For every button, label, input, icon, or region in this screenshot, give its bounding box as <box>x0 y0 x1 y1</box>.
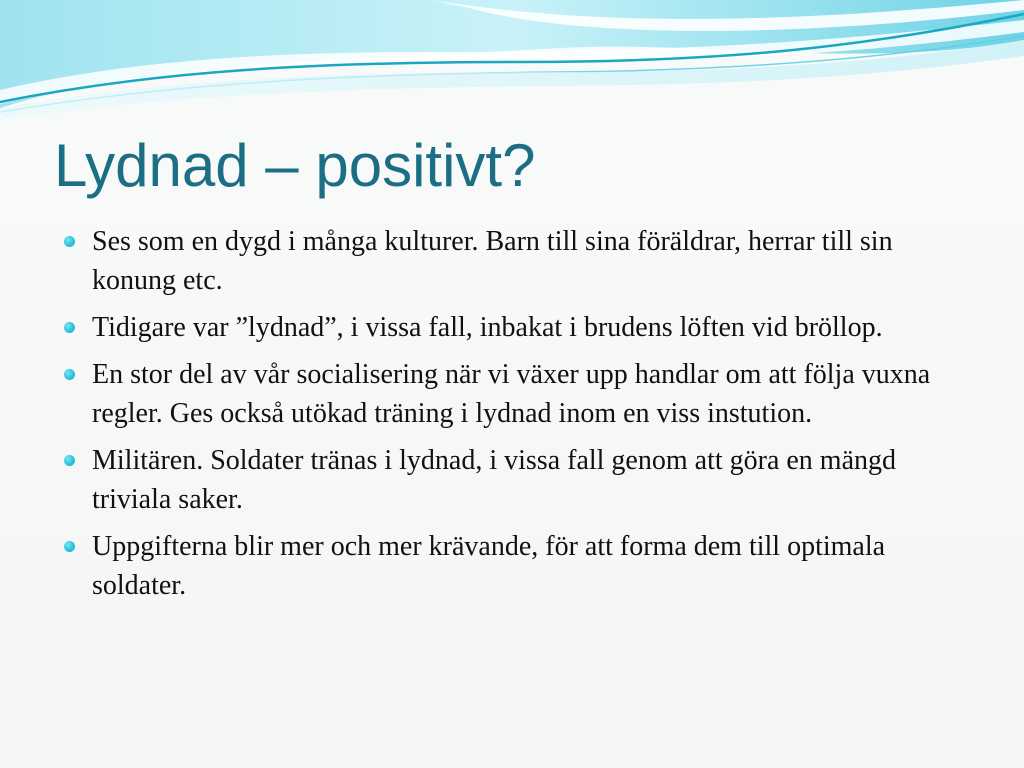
bullet-text: En stor del av vår socialisering när vi växer upp handlar om att följa vuxna regler. Ges också utökad träning i lydnad inom en viss instution. <box>92 359 931 429</box>
slide-title: Lydnad – positivt? <box>54 132 536 199</box>
bullet-text: Militären. Soldater tränas i lydnad, i vissa fall genom att göra en mängd triviala saker. <box>92 445 897 515</box>
bullet-text: Ses som en dygd i många kulturer. Barn till sina föräldrar, herrar till sin konung etc. <box>92 226 893 296</box>
bullet-item <box>92 527 972 605</box>
bullet-icon <box>64 322 75 333</box>
bullet-item <box>92 441 972 519</box>
bullet-icon <box>64 455 75 466</box>
bullet-item <box>92 222 972 300</box>
bullet-icon <box>64 236 75 247</box>
bullet-icon <box>64 541 75 552</box>
bullet-item <box>92 308 972 347</box>
bullet-icon <box>64 369 75 380</box>
bullet-text: Uppgifterna blir mer och mer krävande, för att forma dem till optimala soldater. <box>92 531 886 601</box>
bullet-item <box>92 355 972 433</box>
bullet-text: Tidigare var ”lydnad”, i vissa fall, inbakat i brudens löften vid bröllop. <box>92 312 883 343</box>
bullet-list <box>92 222 972 613</box>
wave-header-decoration <box>0 0 1024 130</box>
